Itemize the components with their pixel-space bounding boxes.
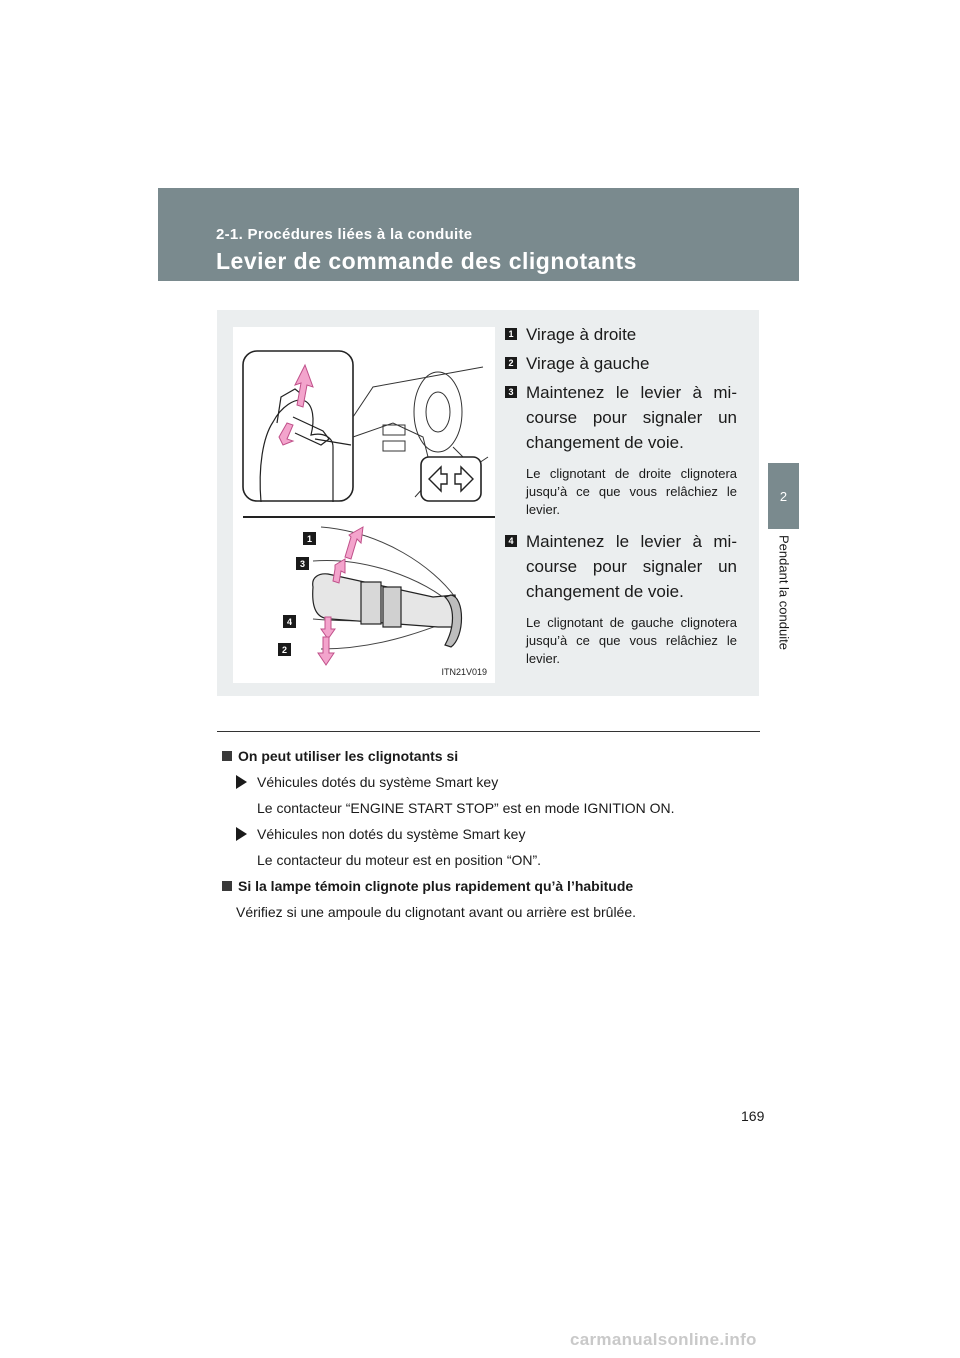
callout-2: 2	[281, 645, 288, 655]
callout-4: 4	[286, 617, 293, 627]
note-heading-1: On peut utiliser les clignotants si	[222, 746, 762, 766]
note-text-2: Le contacteur du moteur est en position “ON”.	[257, 852, 542, 868]
note-bullet-1: Véhicules dotés du système Smart key	[236, 772, 762, 792]
page-number: 169	[741, 1108, 765, 1124]
notes-section	[222, 746, 762, 922]
page-title: Levier de commande des clignotants	[216, 248, 637, 274]
direction-symbol	[421, 457, 481, 501]
step-item-4	[505, 529, 737, 668]
step-text: Virage à gauche	[526, 354, 650, 373]
lever-drawing	[313, 574, 462, 647]
step-text: Virage à droite	[526, 325, 637, 344]
step-note: Le clignotant de droite clignotera jusqu’à ce que vous relâchiez le levier.	[526, 466, 737, 517]
step-text: Maintenez le levier à mi-course pour signaler un changement de voie.	[526, 532, 737, 601]
step-badge: 4	[505, 535, 517, 547]
square-bullet-icon	[222, 881, 232, 891]
step-text: Maintenez le levier à mi-course pour signaler un changement de voie.	[526, 383, 737, 452]
step-badge: 3	[505, 386, 517, 398]
note-bullet-2: Véhicules non dotés du système Smart key	[236, 824, 762, 844]
step-badge: 2	[505, 357, 517, 369]
hand-lever-inset	[243, 351, 353, 502]
triangle-bullet-icon	[236, 775, 247, 789]
chapter-tab: 2	[768, 463, 799, 529]
step-note: Le clignotant de gauche clignotera jusqu’à ce que vous relâchiez le levier.	[526, 615, 737, 666]
step-badge: 1	[505, 328, 517, 340]
callout-3: 3	[299, 559, 306, 569]
note-text-1: Le contacteur “ENGINE START STOP” est en mode IGNITION ON.	[257, 800, 675, 816]
note-text-3: Vérifiez si une ampoule du clignotant avant ou arrière est brûlée.	[236, 904, 637, 920]
step-item-2	[505, 351, 737, 376]
step-item-3	[505, 380, 737, 519]
step-item-1	[505, 322, 737, 347]
section-label: 2-1. Procédures liées à la conduite	[216, 226, 473, 243]
chapter-header	[158, 188, 799, 281]
turn-signal-figure	[233, 327, 495, 683]
chapter-tab-label: Pendant la conduite	[776, 535, 792, 650]
square-bullet-icon	[222, 751, 232, 761]
step-list	[505, 322, 737, 674]
callout-1: 1	[306, 534, 313, 544]
watermark: carmanualsonline.info	[570, 1330, 757, 1349]
note-heading-2: Si la lampe témoin clignote plus rapidement qu’à l’habitude	[222, 876, 762, 896]
figure-code: ITN21V019	[441, 667, 487, 677]
section-divider	[217, 731, 760, 732]
triangle-bullet-icon	[236, 827, 247, 841]
figure-callouts	[278, 532, 316, 656]
